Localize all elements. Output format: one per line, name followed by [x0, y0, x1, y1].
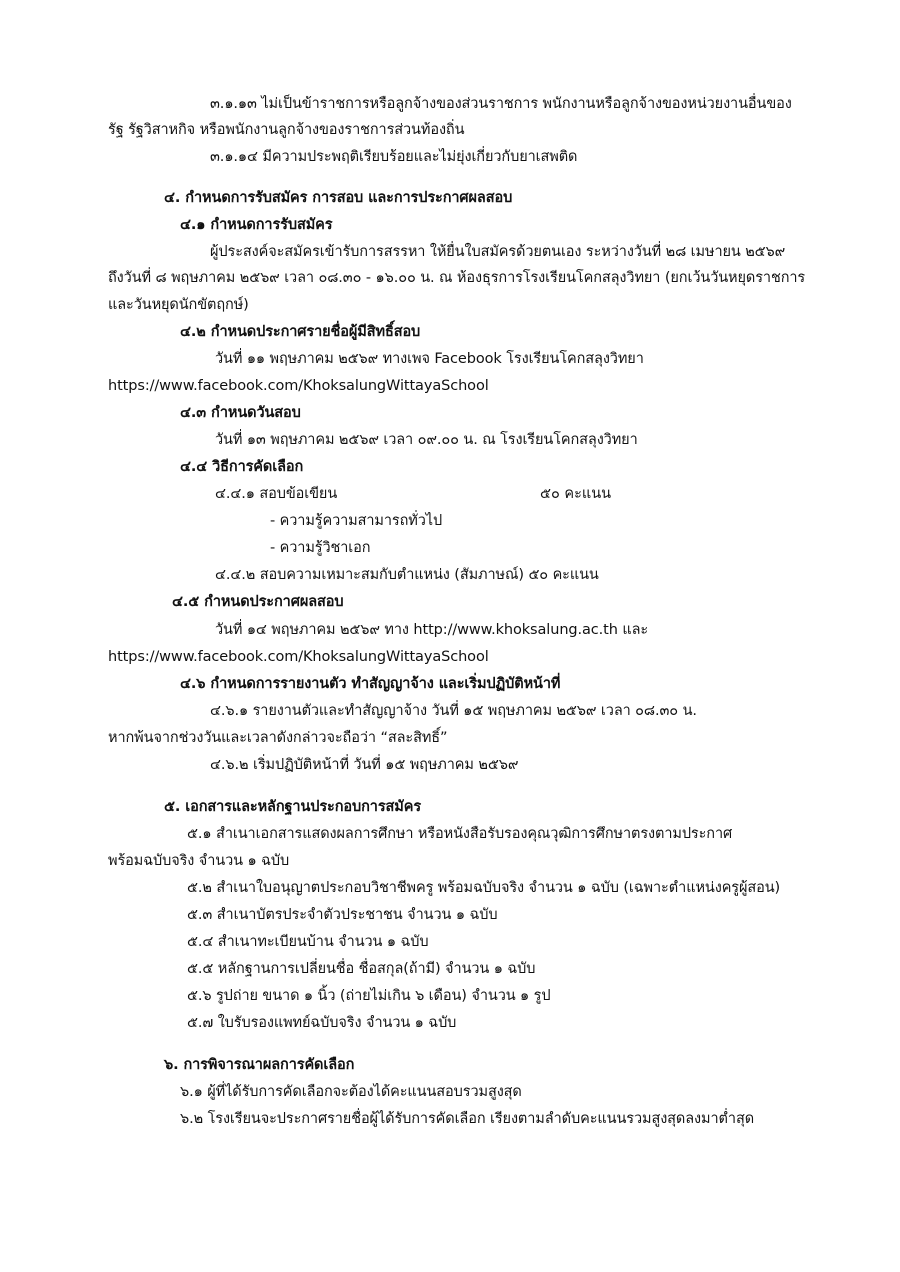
section-5-6: ๕.๖ รูปถ่าย ขนาด ๑ นิ้ว (ถ่ายไม่เกิน ๖ เดือน) จำนวน ๑ รูป	[187, 988, 551, 1004]
section-4-6-heading: ๔.๖ กำหนดการรายงานตัว ทำสัญญาจ้าง และเริ่มปฏิบัติหน้าที่	[180, 676, 561, 692]
section-5-7: ๕.๗ ใบรับรองแพทย์ฉบับจริง จำนวน ๑ ฉบับ	[187, 1015, 457, 1031]
section-4-1-text: ผู้ประสงค์จะสมัครเข้ารับการสรรหา ให้ยื่นใบสมัครด้วยตนเอง ระหว่างวันที่ ๒๘ เมษายน ๒๕๖๙	[210, 244, 786, 260]
section-6-heading: ๖. การพิจารณาผลการคัดเลือก	[164, 1057, 355, 1073]
section-6-2: ๖.๒ โรงเรียนจะประกาศรายชื่อผู้ได้รับการคัดเลือก เรียงตามลำดับคะแนนรวมสูงสุดลงมาต่ำสุด	[180, 1111, 755, 1127]
clause-3-1-13: ๓.๑.๑๓ ไม่เป็นข้าราชการหรือลูกจ้างของส่วนราชการ พนักงานหรือลูกจ้างของหน่วยงานอื่นของ	[210, 96, 792, 112]
section-4-2-text: วันที่ ๑๑ พฤษภาคม ๒๕๖๙ ทางเพจ Facebook โรงเรียนโคกสลุงวิทยา	[215, 351, 644, 367]
section-4-6-2: ๔.๖.๒ เริ่มปฏิบัติหน้าที่ วันที่ ๑๕ พฤษภาคม ๒๕๖๙	[210, 757, 519, 773]
section-5-2: ๕.๒ สำเนาใบอนุญาตประกอบวิชาชีพครู พร้อมฉบับจริง จำนวน ๑ ฉบับ (เฉพาะตำแหน่งครูผู้สอน)	[187, 880, 781, 896]
section-5-3: ๕.๓ สำเนาบัตรประจำตัวประชาชน จำนวน ๑ ฉบับ	[187, 907, 498, 923]
section-6-1: ๖.๑ ผู้ที่ได้รับการคัดเลือกจะต้องได้คะแนนสอบรวมสูงสุด	[180, 1084, 522, 1100]
section-4-6-1-cont: หากพ้นจากช่วงวันและเวลาดังกล่าวจะถือว่า “สละสิทธิ์”	[108, 730, 448, 746]
facebook-url-2: https://www.facebook.com/KhoksalungWittayaSchool	[108, 649, 489, 665]
section-4-4-1-points: ๕๐ คะแนน	[540, 486, 612, 502]
section-5-1: ๕.๑ สำเนาเอกสารแสดงผลการศึกษา หรือหนังสือรับรองคุณวุฒิการศึกษาตรงตามประกาศ	[187, 826, 733, 842]
section-4-3-text: วันที่ ๑๓ พฤษภาคม ๒๕๖๙ เวลา ๐๙.๐๐ น. ณ โรงเรียนโคกสลุงวิทยา	[215, 432, 638, 448]
section-4-1-heading: ๔.๑ กำหนดการรับสมัคร	[180, 217, 333, 233]
section-4-2-heading: ๔.๒ กำหนดประกาศรายชื่อผู้มีสิทธิ์สอบ	[180, 324, 421, 340]
section-4-5-heading: ๔.๕ กำหนดประกาศผลสอบ	[172, 594, 344, 610]
section-4-4-1-item-1: - ความรู้ความสามารถทั่วไป	[270, 513, 443, 529]
section-5-5: ๕.๕ หลักฐานการเปลี่ยนชื่อ ชื่อสกุล(ถ้ามี) จำนวน ๑ ฉบับ	[187, 961, 536, 977]
section-4-6-1: ๔.๖.๑ รายงานตัวและทำสัญญาจ้าง วันที่ ๑๕ พฤษภาคม ๒๕๖๙ เวลา ๐๘.๓๐ น.	[210, 703, 697, 719]
section-5-4: ๕.๔ สำเนาทะเบียนบ้าน จำนวน ๑ ฉบับ	[187, 934, 429, 950]
section-4-1-text-cont: ถึงวันที่ ๘ พฤษภาคม ๒๕๖๙ เวลา ๐๘.๓๐ - ๑๖.๐๐ น. ณ ห้องธุรการโรงเรียนโคกสลุงวิทยา (ยกเว้นวันหยุดราชการ	[108, 270, 806, 286]
section-4-4-1-item-2: - ความรู้วิชาเอก	[270, 540, 371, 556]
section-4-heading: ๔. กำหนดการรับสมัคร การสอบ และการประกาศผลสอบ	[164, 190, 513, 206]
section-4-4-2: ๔.๔.๒ สอบความเหมาะสมกับตำแหน่ง (สัมภาษณ์) ๕๐ คะแนน	[215, 567, 599, 583]
facebook-url: https://www.facebook.com/KhoksalungWittayaSchool	[108, 378, 489, 394]
section-4-4-1: ๔.๔.๑ สอบข้อเขียน	[215, 486, 338, 502]
clause-3-1-14: ๓.๑.๑๔ มีความประพฤติเรียบร้อยและไม่ยุ่งเกี่ยวกับยาเสพติด	[210, 149, 578, 165]
clause-3-1-13-cont: รัฐ รัฐวิสาหกิจ หรือพนักงานลูกจ้างของราชการส่วนท้องถิ่น	[108, 122, 465, 138]
section-5-1-cont: พร้อมฉบับจริง จำนวน ๑ ฉบับ	[108, 853, 290, 869]
section-4-5-text: วันที่ ๑๔ พฤษภาคม ๒๕๖๙ ทาง http://www.khoksalung.ac.th และ	[215, 622, 649, 638]
section-4-4-heading: ๔.๔ วิธีการคัดเลือก	[180, 459, 304, 475]
section-5-heading: ๕. เอกสารและหลักฐานประกอบการสมัคร	[164, 799, 422, 815]
section-4-1-text-cont2: และวันหยุดนักขัตฤกษ์)	[108, 297, 249, 313]
section-4-3-heading: ๔.๓ กำหนดวันสอบ	[180, 405, 301, 421]
